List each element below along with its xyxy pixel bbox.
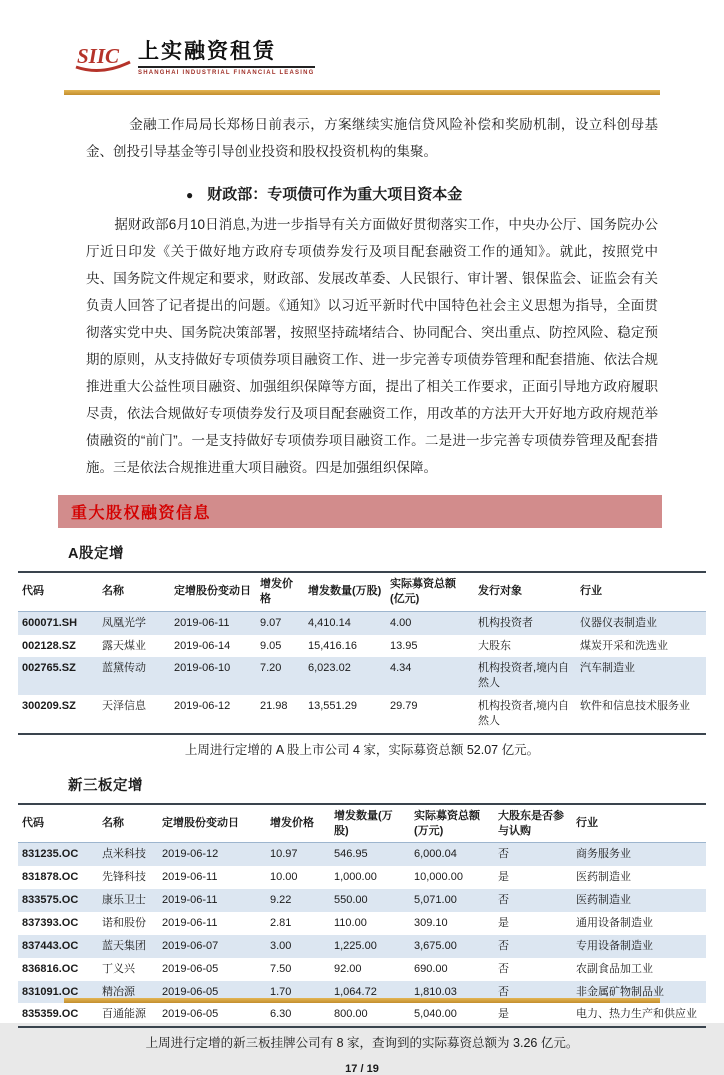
table-cell: 商务服务业 bbox=[572, 843, 706, 866]
table-cell: 309.10 bbox=[414, 916, 448, 929]
table-cell: 10,000.00 bbox=[414, 871, 463, 884]
logo-company-name-en: SHANGHAI INDUSTRIAL FINANCIAL LEASING bbox=[138, 70, 315, 77]
table-cell: 蓝天集团 bbox=[98, 935, 158, 958]
banner-title: 重大股权融资信息 bbox=[71, 505, 212, 522]
table-cell: 2019-06-12 bbox=[170, 695, 256, 734]
table-cell: 300209.SZ bbox=[18, 695, 98, 734]
table-cell: 1,225.00 bbox=[330, 935, 410, 958]
column-header: 增发价格 bbox=[256, 572, 304, 611]
section-banner bbox=[58, 495, 662, 528]
intro-paragraph: 金融工作局局长郑杨日前表示，方案继续实施信贷风险补偿和奖励机制，设立科创母基金、创投引导基金等引导创业投资和股权投资机构的集聚。 bbox=[86, 117, 658, 159]
table-header-row bbox=[18, 572, 706, 611]
table-cell: 否 bbox=[494, 935, 572, 958]
table-row bbox=[18, 1003, 706, 1027]
table-cell: 92.00 bbox=[334, 962, 362, 975]
table-row bbox=[18, 912, 706, 935]
column-header: 增发数量(万股) bbox=[304, 572, 386, 611]
content-block bbox=[86, 111, 658, 481]
table-cell: 电力、热力生产和供应业 bbox=[572, 1003, 706, 1027]
table-cell: 546.95 bbox=[330, 843, 410, 866]
table-cell: 837393.OC bbox=[22, 916, 79, 929]
column-header: 大股东是否参与认购 bbox=[494, 804, 572, 843]
table-cell: 点米科技 bbox=[98, 843, 158, 866]
table-cell: 煤炭开采和洗选业 bbox=[580, 639, 668, 652]
table-cell: 专用设备制造业 bbox=[572, 935, 706, 958]
table-cell: 837443.OC bbox=[18, 935, 98, 958]
table-cell: 9.05 bbox=[260, 639, 282, 652]
table-cell: 仪器仪表制造业 bbox=[576, 611, 706, 634]
table-cell: 831091.OC bbox=[18, 981, 98, 1004]
table-cell: 2019-06-07 bbox=[158, 935, 266, 958]
table-cell: 百通能源 bbox=[98, 1003, 158, 1027]
table-cell: 汽车制造业 bbox=[576, 657, 706, 695]
table-cell: 机构投资者 bbox=[474, 611, 576, 634]
table-cell: 医药制造业 bbox=[572, 889, 706, 912]
column-header: 实际募资总额(万元) bbox=[410, 804, 494, 843]
section-heading bbox=[186, 185, 658, 205]
table-cell: 1,810.03 bbox=[410, 981, 494, 1004]
table-cell: 天泽信息 bbox=[98, 695, 170, 734]
table-cell: 2019-06-11 bbox=[170, 611, 256, 634]
column-header: 行业 bbox=[572, 804, 706, 843]
table-cell: 5,040.00 bbox=[410, 1003, 494, 1027]
a-share-table bbox=[18, 571, 706, 735]
table-cell: 21.98 bbox=[256, 695, 304, 734]
table-cell: 2019-06-10 bbox=[170, 657, 256, 695]
table-cell: 精冶源 bbox=[98, 981, 158, 1004]
svg-text:SIIC: SIIC bbox=[77, 44, 120, 68]
table-cell: 5,071.00 bbox=[410, 889, 494, 912]
table-cell: 550.00 bbox=[330, 889, 410, 912]
table-row bbox=[18, 695, 706, 734]
table-cell: 7.50 bbox=[270, 962, 292, 975]
neeq-note: 上周进行定增的新三板挂牌公司有 8 家，查询到的实际募资总额为 3.26 亿元。 bbox=[145, 1036, 579, 1051]
table-cell: 002128.SZ bbox=[22, 639, 76, 652]
table-cell: 15,416.16 bbox=[308, 639, 357, 652]
table-cell: 600071.SH bbox=[18, 611, 98, 634]
table-cell: 002765.SZ bbox=[18, 657, 98, 695]
column-header: 定增股份变动日 bbox=[158, 804, 266, 843]
table-row bbox=[18, 657, 706, 695]
table-header-row bbox=[18, 804, 706, 843]
table-cell: 否 bbox=[494, 981, 572, 1004]
column-header: 增发数量(万股) bbox=[330, 804, 410, 843]
table-cell: 3,675.00 bbox=[410, 935, 494, 958]
column-header: 定增股份变动日 bbox=[170, 572, 256, 611]
table-cell: 是 bbox=[498, 871, 509, 884]
company-logo bbox=[74, 40, 315, 83]
table-cell: 1,000.00 bbox=[334, 871, 377, 884]
table-row bbox=[18, 935, 706, 958]
table-cell: 13,551.29 bbox=[304, 695, 386, 734]
table-row bbox=[18, 889, 706, 912]
table-row bbox=[18, 958, 706, 981]
table-cell: 1,064.72 bbox=[330, 981, 410, 1004]
table-cell: 4.00 bbox=[386, 611, 474, 634]
table-cell: 否 bbox=[498, 962, 509, 975]
table-cell: 凤凰光学 bbox=[98, 611, 170, 634]
table-row bbox=[18, 866, 706, 889]
table-cell: 机构投资者,境内自然人 bbox=[474, 657, 576, 695]
table-cell: 110.00 bbox=[334, 916, 367, 929]
table-cell: 否 bbox=[494, 889, 572, 912]
table-cell: 831235.OC bbox=[18, 843, 98, 866]
table-cell: 大股东 bbox=[478, 639, 511, 652]
table-cell: 蓝黛传动 bbox=[98, 657, 170, 695]
table-cell: 13.95 bbox=[390, 639, 418, 652]
table-cell: 836816.OC bbox=[22, 962, 79, 975]
logo-text-block bbox=[138, 40, 315, 76]
table-cell: 是 bbox=[498, 916, 509, 929]
column-header: 名称 bbox=[98, 572, 170, 611]
siic-logo-icon bbox=[74, 40, 132, 83]
column-header: 发行对象 bbox=[474, 572, 576, 611]
table-cell: 农副食品加工业 bbox=[576, 962, 653, 975]
page-header bbox=[0, 40, 724, 82]
table-cell: 2.81 bbox=[270, 916, 292, 929]
table-cell: 机构投资者,境内自然人 bbox=[474, 695, 576, 734]
table-cell: 6,000.04 bbox=[410, 843, 494, 866]
table-cell: 800.00 bbox=[330, 1003, 410, 1027]
neeq-heading: 新三板定增 bbox=[68, 777, 143, 794]
table-cell: 2019-06-05 bbox=[158, 981, 266, 1004]
table-cell: 非金属矿物制品业 bbox=[572, 981, 706, 1004]
table-cell: 2019-06-12 bbox=[158, 843, 266, 866]
table-cell: 6.30 bbox=[266, 1003, 330, 1027]
table-cell: 先锋科技 bbox=[102, 871, 146, 884]
table-cell: 诺和股份 bbox=[102, 916, 146, 929]
table-cell: 835359.OC bbox=[18, 1003, 98, 1027]
table-cell: 通用设备制造业 bbox=[576, 916, 653, 929]
table-cell: 10.97 bbox=[266, 843, 330, 866]
bullet-icon: ● bbox=[186, 188, 194, 202]
column-header: 代码 bbox=[18, 572, 98, 611]
table-cell: 6,023.02 bbox=[304, 657, 386, 695]
section-heading-text: 财政部：专项债可作为重大项目资本金 bbox=[207, 186, 463, 203]
table-cell: 833575.OC bbox=[18, 889, 98, 912]
table-cell: 医药制造业 bbox=[576, 871, 631, 884]
table-cell: 2019-06-11 bbox=[162, 916, 218, 929]
column-header: 名称 bbox=[98, 804, 158, 843]
column-header: 增发价格 bbox=[266, 804, 330, 843]
table-cell: 2019-06-14 bbox=[174, 639, 231, 652]
logo-company-name-cn: 上实融资租赁 bbox=[138, 40, 315, 68]
table-row bbox=[18, 843, 706, 866]
table-cell: 2019-06-05 bbox=[162, 962, 219, 975]
footer-rule bbox=[64, 998, 660, 1003]
table-cell: 7.20 bbox=[256, 657, 304, 695]
column-header: 行业 bbox=[576, 572, 706, 611]
table-cell: 否 bbox=[494, 843, 572, 866]
header-rule bbox=[64, 90, 660, 95]
column-header: 实际募资总额(亿元) bbox=[386, 572, 474, 611]
table-cell: 是 bbox=[494, 1003, 572, 1027]
table-cell: 9.07 bbox=[256, 611, 304, 634]
table-cell: 831878.OC bbox=[22, 871, 79, 884]
table-cell: 2019-06-11 bbox=[158, 889, 266, 912]
column-header: 代码 bbox=[18, 804, 98, 843]
table-cell: 2019-06-05 bbox=[158, 1003, 266, 1027]
table-cell: 4.34 bbox=[386, 657, 474, 695]
table-cell: 丁义兴 bbox=[102, 962, 135, 975]
table-cell: 1.70 bbox=[266, 981, 330, 1004]
table-row bbox=[18, 611, 706, 634]
table-cell: 露天煤业 bbox=[102, 639, 146, 652]
a-share-heading: A股定增 bbox=[68, 546, 124, 562]
table-cell: 690.00 bbox=[414, 962, 448, 975]
neeq-table bbox=[18, 803, 706, 1028]
table-row bbox=[18, 635, 706, 658]
table-cell: 29.79 bbox=[386, 695, 474, 734]
section-body-paragraph: 据财政部6月10日消息,为进一步指导有关方面做好贯彻落实工作，中央办公厅、国务院办公厅近日印发《关于做好地方政府专项债券发行及项目配套融资工作的通知》。就此，按照党中央、国务院文件规定和要求，财政部、发展改革委、人民银行、审计署、银保监会、证监会有关负责人回答了记者提出的问题。《通知》以习近平新时代中国特色社会主义思想为指导，全面贯彻落实党中央、国务院决策部署，按照坚持疏堵结合、协同配合、突出重点、防控风险、稳定预期的原则，从支持做好专项债券项目融资工作、进一步完善专项债券管理和配套措施、依法合规推进重大公益性项目融资、加强组织保障等方面，提出了相关工作要求，正面引导地方政府履职尽责，依法合规做好专项债券发行及项目配套融资工作，用改革的方法开大开好地方政府规范举债融资的“前门”。一是支持做好专项债券项目融资工作。二是进一步完善专项债券管理及配套措施。三是依法合规推进重大项目融资。四是加强组织保障。 bbox=[86, 217, 658, 475]
table-cell: 3.00 bbox=[266, 935, 330, 958]
table-cell: 软件和信息技术服务业 bbox=[576, 695, 706, 734]
table-cell: 4,410.14 bbox=[304, 611, 386, 634]
table-cell: 9.22 bbox=[266, 889, 330, 912]
a-share-note: 上周进行定增的 A 股上市公司 4 家，实际募资总额 52.07 亿元。 bbox=[184, 742, 540, 757]
table-cell: 2019-06-11 bbox=[162, 871, 218, 884]
table-cell: 康乐卫士 bbox=[98, 889, 158, 912]
page-number: 17 / 19 bbox=[345, 1063, 379, 1075]
table-cell: 10.00 bbox=[270, 871, 298, 884]
